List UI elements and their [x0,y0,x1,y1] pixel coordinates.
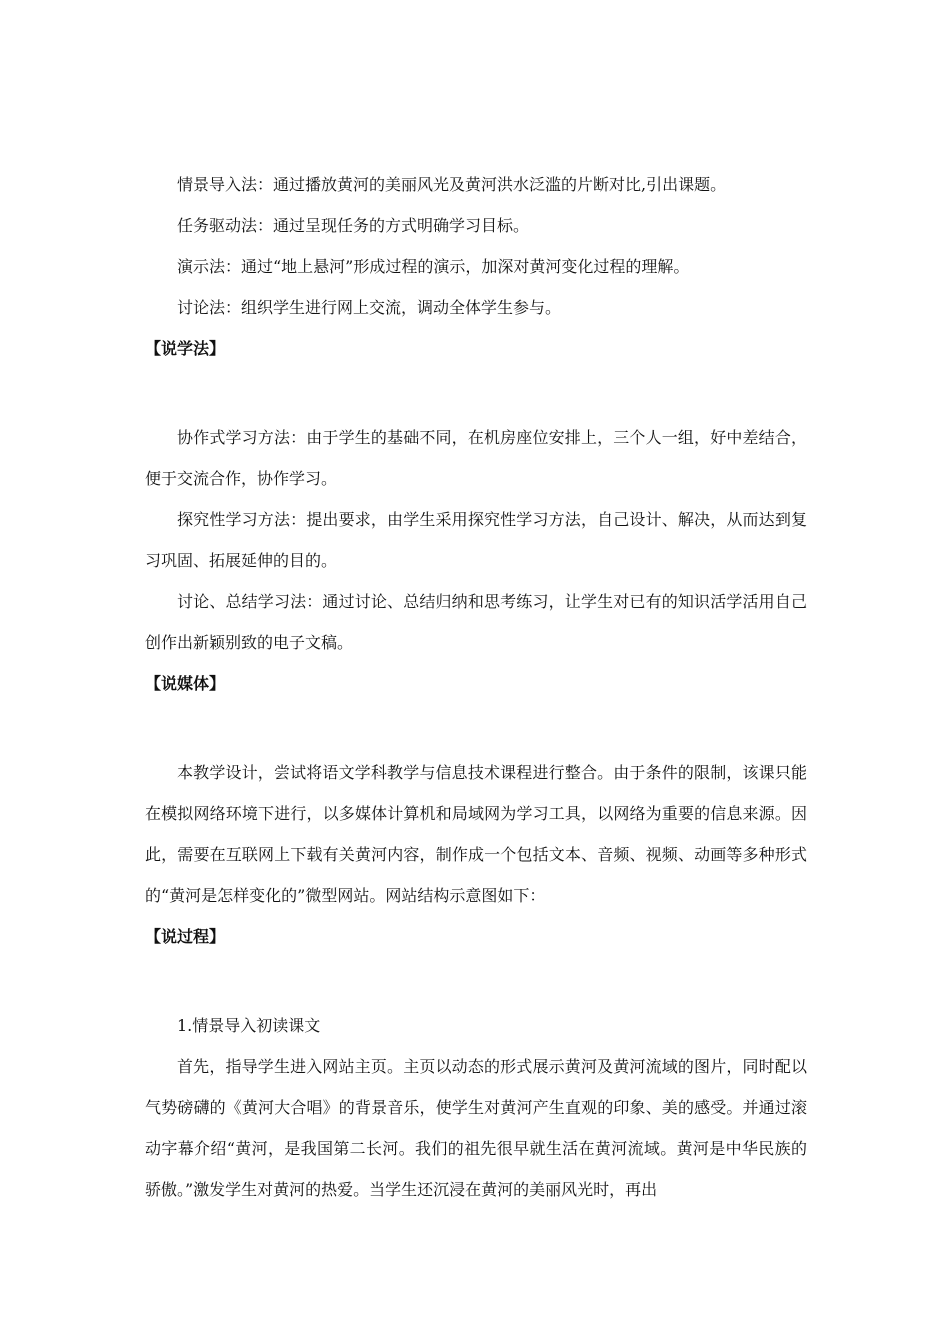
learning-paragraph-summary: 讨论、总结学习法：通过讨论、总结归纳和思考练习，让学生对已有的知识活学活用自己创作出新颖别致的电子文稿。 [145,592,807,652]
media-paragraph: 本教学设计，尝试将语文学科教学与信息技术课程进行整合。由于条件的限制，该课只能在模拟网络环境下进行，以多媒体计算机和局域网为学习工具，以网络为重要的信息来源。因此，需要在互联网上下载有关黄河内容，制作成一个包括文本、音频、视频、动画等多种形式的“黄河是怎样变化的”微型网站。网站结构示意图如下： [145,763,807,905]
process-step-title: 1.情景导入初读课文 [177,1016,321,1035]
section-heading-process: 【说过程】 [145,927,226,946]
section-heading-media: 【说媒体】 [145,674,226,693]
section-gap [145,704,807,752]
method-paragraph-discussion: 讨论法：组织学生进行网上交流，调动全体学生参与。 [177,298,562,317]
section-heading-learning: 【说学法】 [145,339,226,358]
method-paragraph-scenario: 情景导入法：通过播放黄河的美丽风光及黄河洪水泛滥的片断对比,引出课题。 [177,175,727,194]
method-paragraph-demo: 演示法：通过“地上悬河”形成过程的演示，加深对黄河变化过程的理解。 [177,257,690,276]
section-gap [145,369,807,417]
method-paragraph-task: 任务驱动法：通过呈现任务的方式明确学习目标。 [177,216,530,235]
learning-paragraph-inquiry: 探究性学习方法：提出要求，由学生采用探究性学习方法，自己设计、解决，从而达到复习巩固、拓展延伸的目的。 [145,510,807,570]
section-gap [145,957,807,1005]
process-paragraph: 首先，指导学生进入网站主页。主页以动态的形式展示黄河及黄河流域的图片，同时配以气势磅礴的《黄河大合唱》的背景音乐，使学生对黄河产生直观的印象、美的感受。并通过滚动字幕介绍“黄河，是我国第二长河。我们的祖先很早就生活在黄河流域。黄河是中华民族的骄傲。”激发学生对黄河的热爱。当学生还沉浸在黄河的美丽风光时，再出 [145,1057,807,1199]
learning-paragraph-cooperative: 协作式学习方法：由于学生的基础不同，在机房座位安排上，三个人一组，好中差结合，便于交流合作，协作学习。 [145,428,807,488]
document-page [145,164,807,1210]
